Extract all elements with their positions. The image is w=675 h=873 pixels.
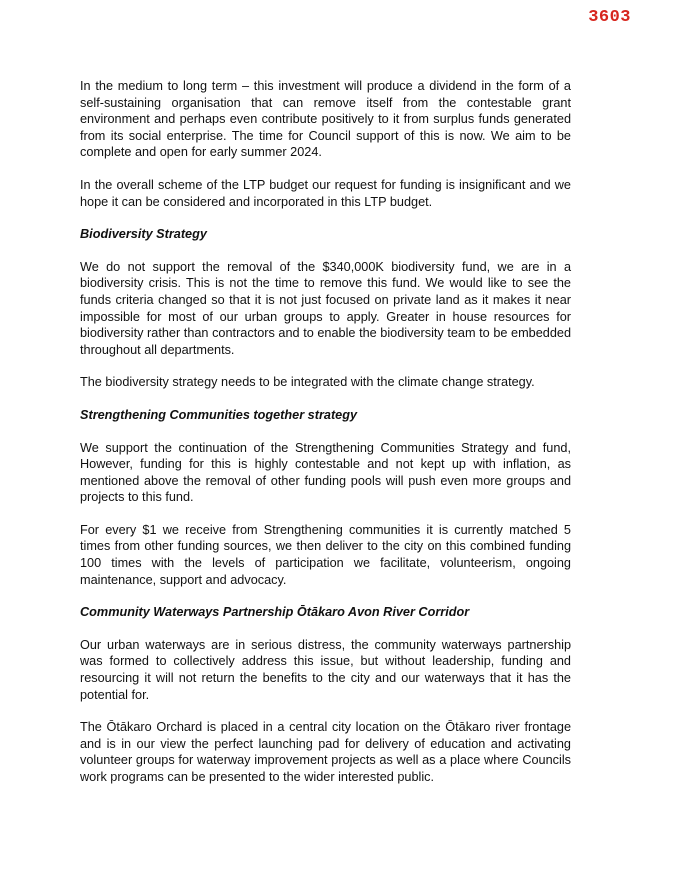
paragraph-strengthening-support: We support the continuation of the Strengthening Communities Strategy and fund, However, funding for this is highly contestable and not kept up with inflation, as mentioned above the removal of other funding pools will push even more groups and projects to this fund.: [80, 440, 571, 505]
paragraph-biodiversity-climate: The biodiversity strategy needs to be integrated with the climate change strategy.: [80, 375, 535, 390]
heading-biodiversity-strategy: Biodiversity Strategy: [80, 227, 207, 242]
heading-community-waterways: Community Waterways Partnership Ōtākaro Avon River Corridor: [80, 605, 470, 620]
paragraph-investment-dividend: In the medium to long term – this investment will produce a dividend in the form of a self-sustaining organisation that can remove itself from the contestable grant environment and perhaps even contribute positively to it from surplus funds generated from its social enterprise. The time for Council support of this is now. We aim to be complete and open for early summer 2024.: [80, 79, 571, 160]
paragraph-ltp-budget: In the overall scheme of the LTP budget our request for funding is insignificant and we hope it can be considered and incorporated in this LTP budget.: [80, 177, 571, 209]
page-number: 3603: [588, 8, 631, 27]
paragraph-otakaro-orchard: The Ōtākaro Orchard is placed in a central city location on the Ōtākaro river frontage and is in our view the perfect launching pad for delivery of education and activating volunteer groups for waterway improvement projects as well as a place where Councils work programs can be presented to the wider interested public.: [80, 720, 571, 784]
heading-strengthening-communities: Strengthening Communities together strategy: [80, 407, 358, 422]
paragraph-urban-waterways: Our urban waterways are in serious distress, the community waterways partnership was formed to collectively address this issue, but without leadership, funding and resourcing it will not return the benefits to the city and our waterways that it has the potential for.: [80, 637, 571, 702]
paragraph-funding-match: For every $1 we receive from Strengthening communities it is currently matched 5 times from other funding sources, we then deliver to the city on this combined funding 100 times with the levels of participation we facilitate, volunteerism, ongoing maintenance, support and advocacy.: [80, 522, 571, 587]
paragraph-biodiversity-fund: We do not support the removal of the $340,000K biodiversity fund, we are in a biodiversity crisis. This is not the time to remove this fund. We would like to see the funds criteria changed so that it is not just focused on private land as it makes it near impossible for most of our urban groups to apply. Greater in house resources for biodiversity rather than contractors and to enable the biodiversity team to be embedded throughout all departments.: [80, 259, 571, 357]
document-body: [80, 78, 571, 802]
